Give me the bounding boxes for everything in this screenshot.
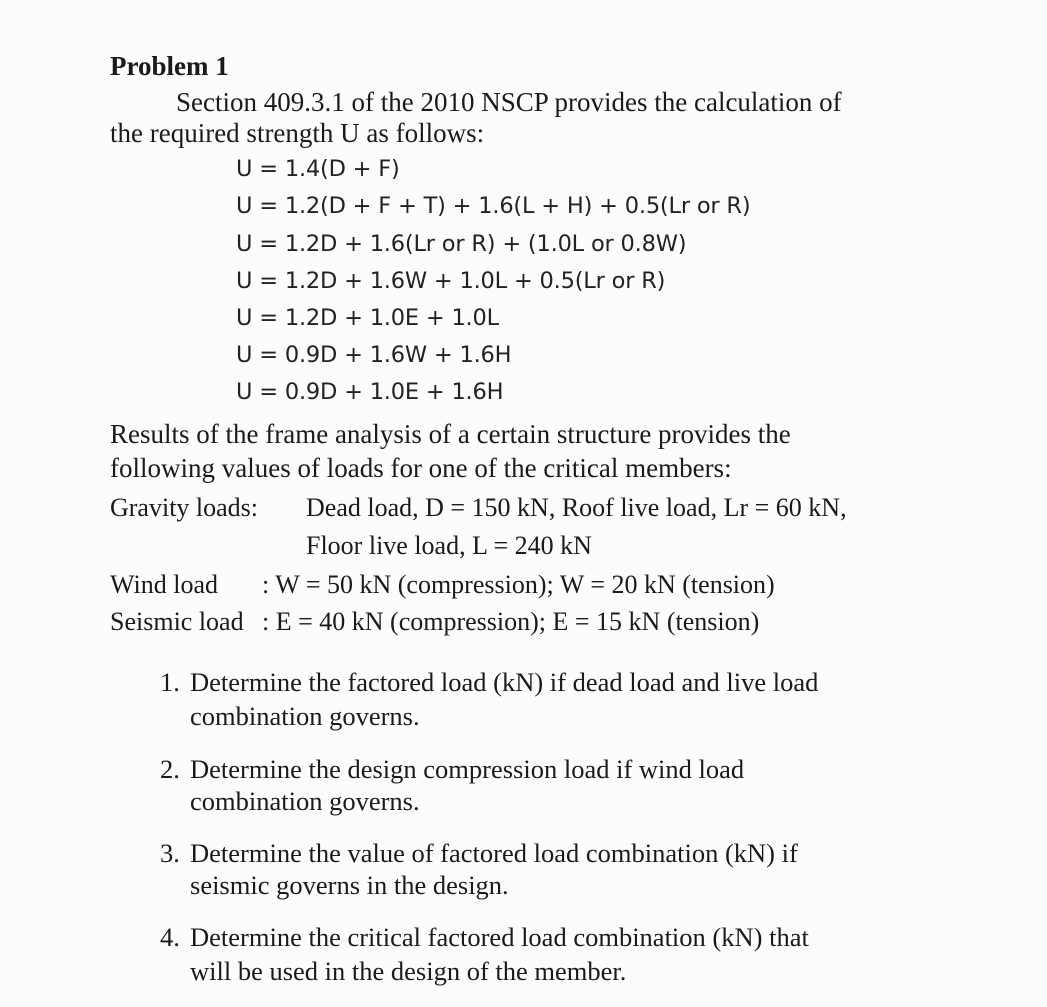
equation: U = 1.4(D + F) xyxy=(236,156,400,182)
gravity-line-1: Dead load, D = 150 kN, Roof live load, Lr = 60 kN, xyxy=(306,493,847,522)
question-text: Determine the critical factored load combination (kN) that xyxy=(190,922,809,952)
results-line-2: following values of loads for one of the critical members: xyxy=(110,453,732,483)
equation: U = 1.2D + 1.6W + 1.0L + 0.5(Lr or R) xyxy=(236,268,666,294)
question-item xyxy=(160,921,809,953)
question-number: 2. xyxy=(160,754,180,784)
intro-line-2: the required strength U as follows: xyxy=(110,118,485,148)
question-text-continued: will be used in the design of the member. xyxy=(190,956,627,986)
question-text: Determine the design compression load if wind load xyxy=(190,754,745,784)
question-number: 3. xyxy=(160,838,180,868)
gravity-line-2: Floor live load, L = 240 kN xyxy=(306,531,592,560)
question-item xyxy=(160,837,798,869)
results-line-1: Results of the frame analysis of a certain structure provides the xyxy=(110,419,791,449)
equation: U = 1.2(D + F + T) + 1.6(L + H) + 0.5(Lr or R) xyxy=(236,193,751,219)
gravity-label: Gravity loads: xyxy=(110,493,259,522)
equation: U = 1.2D + 1.6(Lr or R) + (1.0L or 0.8W) xyxy=(236,231,687,257)
question-item xyxy=(160,753,744,785)
equation: U = 0.9D + 1.6W + 1.6H xyxy=(236,342,512,368)
question-text: Determine the factored load (kN) if dead load and live load xyxy=(190,667,819,697)
question-text-continued: seismic governs in the design. xyxy=(190,870,509,900)
question-text-continued: combination governs. xyxy=(190,786,420,816)
question-number: 4. xyxy=(160,922,180,952)
question-text-continued: combination governs. xyxy=(190,701,420,731)
problem-title: Problem 1 xyxy=(110,51,229,81)
wind-value: : W = 50 kN (compression); W = 20 kN (tension) xyxy=(262,570,775,599)
equation: U = 0.9D + 1.0E + 1.6H xyxy=(236,379,504,405)
equation: U = 1.2D + 1.0E + 1.0L xyxy=(236,305,499,331)
seismic-label: Seismic load xyxy=(110,607,244,636)
question-text: Determine the value of factored load combination (kN) if xyxy=(190,838,798,868)
question-item xyxy=(160,666,818,698)
question-number: 1. xyxy=(160,667,180,697)
intro-line-1: Section 409.3.1 of the 2010 NSCP provides the calculation of xyxy=(176,87,842,117)
seismic-value: : E = 40 kN (compression); E = 15 kN (tension) xyxy=(262,607,760,636)
wind-label: Wind load xyxy=(110,570,218,599)
